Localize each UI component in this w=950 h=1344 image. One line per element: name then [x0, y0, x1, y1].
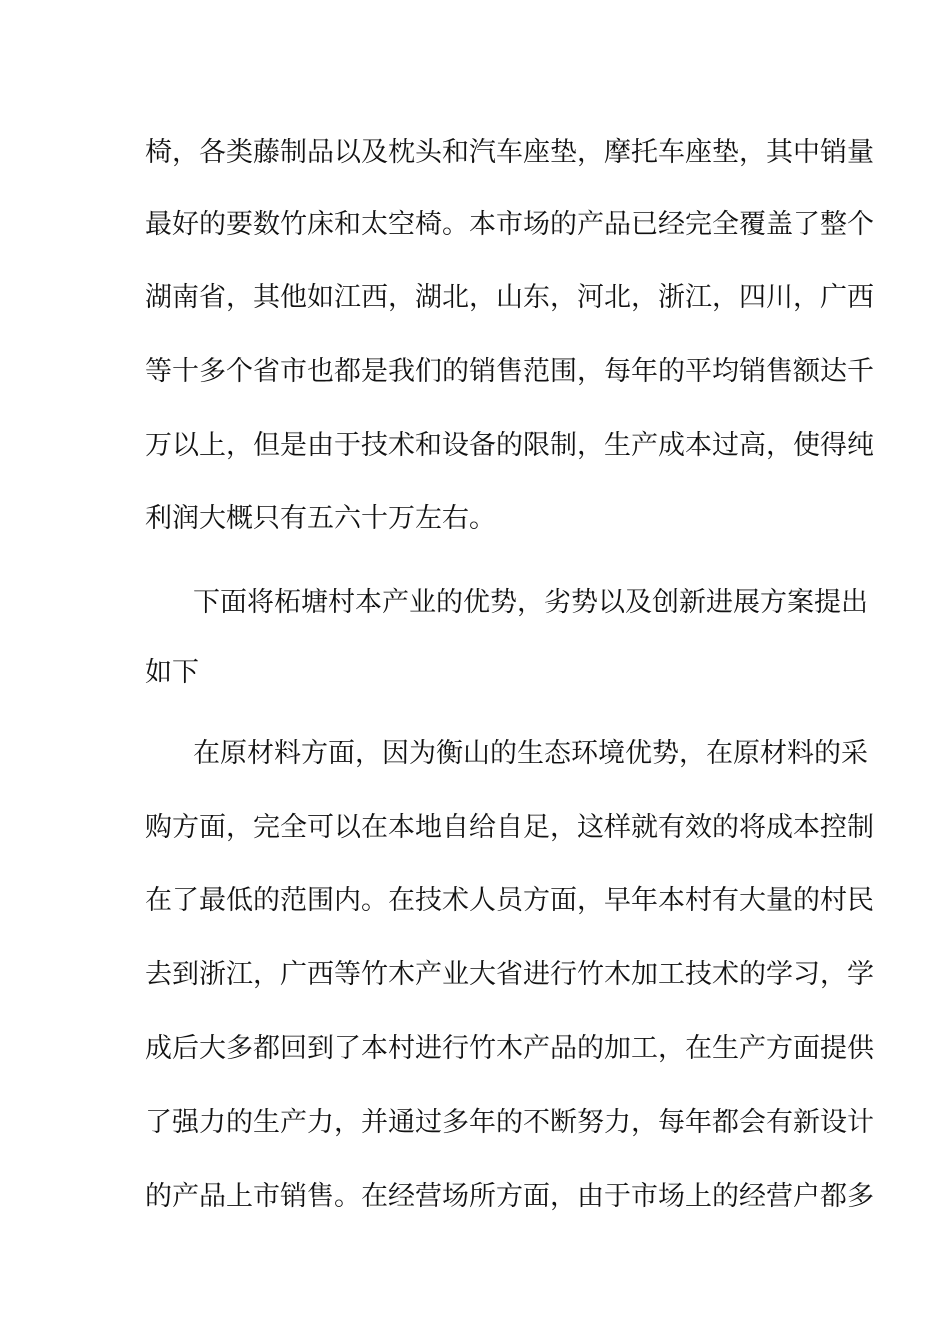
text-line: 了强力的生产力，并通过多年的不断努力，每年都会有新设计: [145, 1107, 874, 1138]
text-line: 在了最低的范围内。在技术人员方面，早年本村有大量的村民: [145, 885, 874, 916]
text-line: 成后大多都回到了本村进行竹木产品的加工，在生产方面提供: [145, 1033, 874, 1064]
text-line: 湖南省，其他如江西，湖北，山东，河北，浙江，四川，广西: [145, 282, 874, 313]
paragraph-first-line: 在原材料方面，因为衡山的生态环境优势，在原材料的采: [193, 738, 868, 769]
text-line: 去到浙江，广西等竹木产业大省进行竹木加工技术的学习，学: [145, 959, 874, 990]
text-line: 利润大概只有五六十万左右。: [145, 503, 496, 534]
text-line: 等十多个省市也都是我们的销售范围，每年的平均销售额达千: [145, 356, 874, 387]
text-line: 万以上，但是由于技术和设备的限制，生产成本过高，使得纯: [145, 430, 874, 461]
paragraph-first-line: 下面将柘塘村本产业的优势，劣势以及创新进展方案提出: [193, 587, 868, 618]
text-line: 的产品上市销售。在经营场所方面，由于市场上的经营户都多: [145, 1181, 874, 1212]
text-line: 最好的要数竹床和太空椅。本市场的产品已经完全覆盖了整个: [145, 209, 874, 240]
text-line: 椅，各类藤制品以及枕头和汽车座垫，摩托车座垫，其中销量: [145, 137, 874, 168]
text-line: 如下: [145, 657, 199, 688]
text-line: 购方面，完全可以在本地自给自足，这样就有效的将成本控制: [145, 812, 874, 843]
